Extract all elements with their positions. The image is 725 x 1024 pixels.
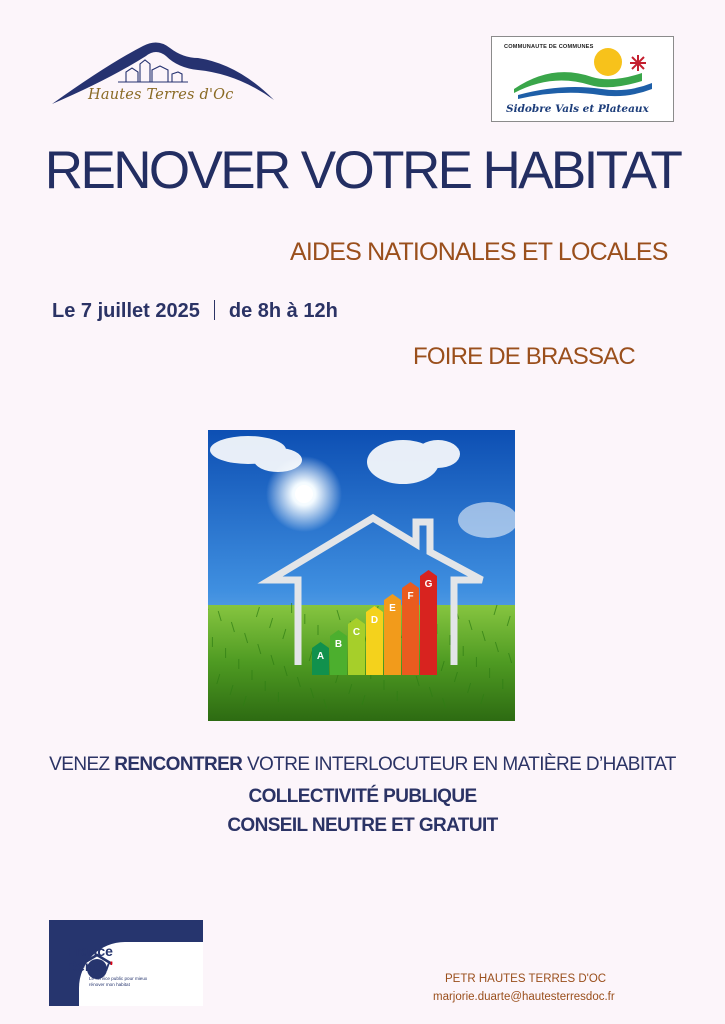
divider: [214, 300, 215, 320]
energy-bar-b: [330, 630, 347, 675]
tagline-post: VOTRE INTERLOCUTEUR EN MATIÈRE D’HABITAT: [242, 754, 676, 775]
event-date-line: [52, 300, 338, 323]
energy-label-f: F: [407, 591, 414, 602]
subtitle: AIDES NATIONALES ET LOCALES: [290, 238, 668, 266]
energy-label-d: D: [370, 615, 379, 626]
free-advice-text: CONSEIL NEUTRE ET GRATUIT: [227, 815, 498, 836]
hautes-terres-text: Hautes Terres d'Oc: [88, 87, 234, 103]
energy-label-e: E: [389, 603, 396, 614]
sidobre-logo: [491, 36, 674, 122]
event-time: de 8h à 12h: [228, 300, 338, 322]
event-date: Le 7 juillet 2025: [52, 300, 200, 322]
energy-house-illustration: [208, 430, 515, 721]
organisation-name: PETR HAUTES TERRES D'OC: [445, 973, 607, 985]
sidobre-top-text: COMMUNAUTE DE COMMUNES: [504, 44, 594, 50]
energy-label-g: G: [424, 579, 433, 590]
event-location: FOIRE DE BRASSAC: [413, 343, 635, 370]
house-energy-icon: [208, 430, 515, 721]
page-title: RENOVER VOTRE HABITAT: [44, 141, 681, 200]
public-collectivity-text: COLLECTIVITÉ PUBLIQUE: [248, 786, 477, 807]
sidobre-name: Sidobre Vals et Plateaux: [506, 103, 649, 115]
energy-label-c: C: [352, 627, 361, 638]
tagline-pre: VENEZ: [49, 754, 115, 775]
france-renov-tagline: Le service public pour mieux rénover mon habitat: [89, 976, 148, 987]
energy-label-a: A: [316, 651, 325, 662]
tagline-bold: RENCONTRER: [114, 754, 243, 775]
france-renov-line1: France: [67, 943, 113, 959]
france-renov-line2: Rénov': [67, 958, 114, 974]
tagline: [0, 754, 725, 776]
contact-email[interactable]: marjorie.duarte@hautesterresdoc.fr: [433, 991, 615, 1003]
energy-label-b: B: [334, 639, 343, 650]
hautes-terres-logo: [48, 34, 278, 114]
